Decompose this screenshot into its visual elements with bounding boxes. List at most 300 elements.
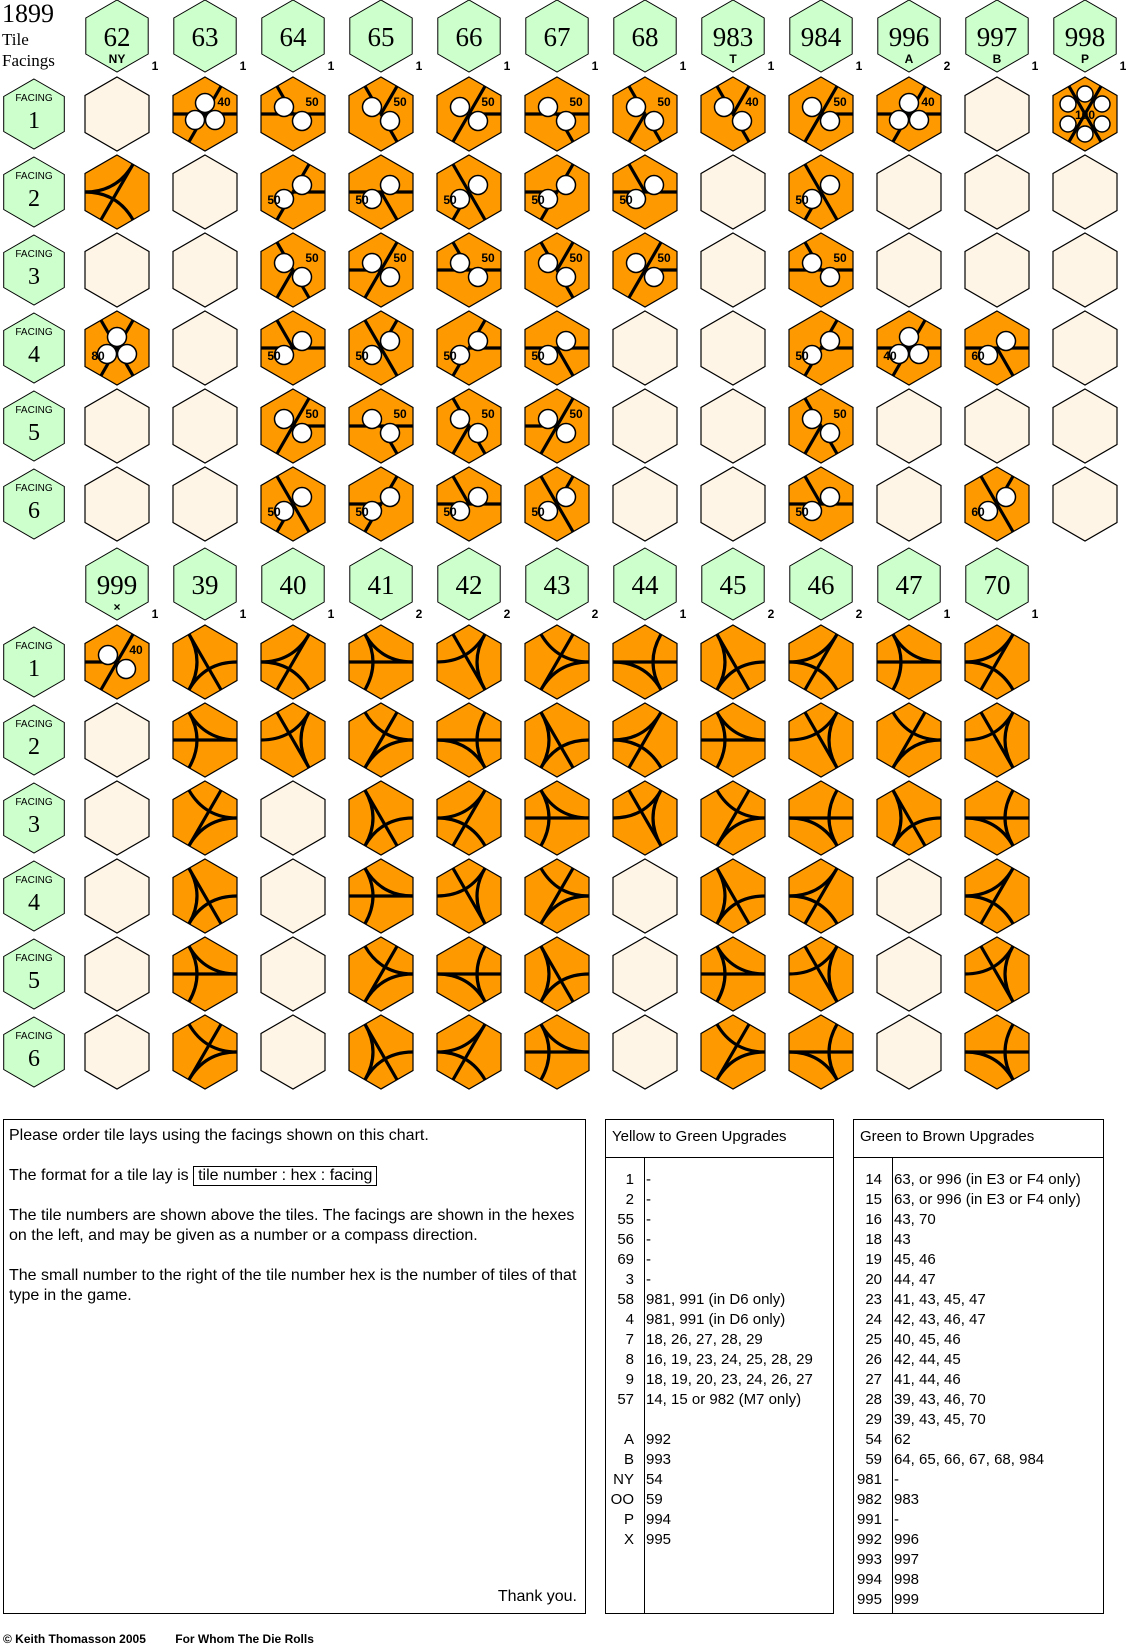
upgrade-to: 64, 65, 66, 67, 68, 984	[894, 1451, 1045, 1468]
tile-62-facing-1	[85, 77, 149, 151]
city-circle	[1077, 126, 1093, 142]
upgrade-from: 2	[625, 1191, 634, 1208]
revenue-value: 50	[355, 505, 369, 519]
revenue-value: 50	[795, 193, 809, 207]
upgrade-row	[854, 1290, 1103, 1310]
city-circle	[293, 112, 312, 131]
tile-996-facing-1[interactable]	[877, 77, 941, 151]
city-circle	[381, 332, 400, 351]
tile-39-facing-5[interactable]	[173, 937, 237, 1011]
tile-41-facing-6[interactable]	[349, 1015, 413, 1089]
tile-999-facing-5	[85, 937, 149, 1011]
tile-997-facing-1	[965, 77, 1029, 151]
upgrade-row	[854, 1330, 1103, 1350]
city-circle	[469, 424, 488, 443]
tile-70-facing-4[interactable]	[965, 859, 1029, 933]
revenue-value: 100	[1074, 108, 1096, 122]
tile-45-facing-2[interactable]	[701, 703, 765, 777]
tile-count: 2	[943, 59, 951, 73]
tile-41-facing-5[interactable]	[349, 937, 413, 1011]
tile-46-facing-1[interactable]	[789, 625, 853, 699]
tile-63-facing-2	[173, 155, 237, 229]
upgrade-from: 982	[856, 1491, 882, 1508]
tile-996-facing-4[interactable]	[877, 311, 941, 385]
tile-984-facing-4[interactable]	[789, 311, 853, 385]
tile-984-facing-1[interactable]	[789, 77, 853, 151]
tile-66-facing-4[interactable]	[437, 311, 501, 385]
green-to-brown-title: Green to Brown Upgrades	[854, 1120, 1103, 1158]
tile-46-facing-2[interactable]	[789, 703, 853, 777]
tile-45-facing-3[interactable]	[701, 781, 765, 855]
tile-number: 47	[895, 570, 923, 600]
upgrade-to: 999	[894, 1591, 920, 1608]
tile-66-facing-5[interactable]	[437, 389, 501, 463]
city-circle	[363, 254, 382, 273]
upgrade-row	[606, 1410, 833, 1430]
tile-70-facing-1[interactable]	[965, 625, 1029, 699]
tile-999-facing-4	[85, 859, 149, 933]
tile-40-facing-5	[261, 937, 325, 1011]
city-circle	[293, 424, 312, 443]
tile-43-facing-6[interactable]	[525, 1015, 589, 1089]
tile-39-facing-1[interactable]	[173, 625, 237, 699]
revenue-value: 50	[657, 251, 671, 265]
city-circle	[469, 488, 488, 507]
upgrade-row	[854, 1250, 1103, 1270]
copyright: © Keith Thomasson 2005	[3, 1632, 146, 1646]
upgrade-row	[854, 1570, 1103, 1590]
city-circle	[539, 410, 558, 429]
tile-count: 1	[415, 59, 423, 73]
upgrade-row	[606, 1510, 833, 1530]
revenue-value: 50	[795, 349, 809, 363]
revenue-value: 50	[355, 193, 369, 207]
facing-label: FACING	[15, 483, 53, 494]
upgrade-row	[854, 1270, 1103, 1290]
city-circle	[645, 268, 664, 287]
tile-46-facing-5[interactable]	[789, 937, 853, 1011]
upgrade-row	[606, 1210, 833, 1230]
upgrade-to: 41, 43, 45, 47	[894, 1291, 986, 1308]
tile-70-facing-3[interactable]	[965, 781, 1029, 855]
tile-63-facing-5	[173, 389, 237, 463]
tile-42-facing-1[interactable]	[437, 625, 501, 699]
city-circle	[117, 660, 136, 679]
tile-47-facing-3[interactable]	[877, 781, 941, 855]
city-circle	[900, 94, 919, 113]
instructions-format-prefix: The format for a tile lay is	[9, 1167, 189, 1184]
city-circle	[890, 111, 909, 130]
upgrade-row	[854, 1390, 1103, 1410]
facing-label: FACING	[15, 405, 53, 416]
tile-count: 1	[679, 59, 687, 73]
upgrade-from: X	[623, 1531, 634, 1548]
tile-40-facing-1[interactable]	[261, 625, 325, 699]
city-circle	[997, 332, 1016, 351]
chart-title-tile: Tile	[2, 30, 29, 49]
tile-43-facing-1[interactable]	[525, 625, 589, 699]
revenue-value: 50	[531, 505, 545, 519]
tile-998-facing-4	[1053, 311, 1117, 385]
tile-number: 40	[279, 570, 307, 600]
tile-number: 997	[976, 22, 1018, 52]
upgrade-from: 9	[625, 1371, 634, 1388]
tile-63-facing-1[interactable]	[173, 77, 237, 151]
tile-count: 1	[327, 607, 335, 621]
tile-42-facing-5[interactable]	[437, 937, 501, 1011]
tile-number: 62	[103, 22, 131, 52]
tile-68-facing-3[interactable]	[613, 233, 677, 307]
tile-47-facing-4	[877, 859, 941, 933]
city-circle	[821, 332, 840, 351]
tile-65-facing-6[interactable]	[349, 467, 413, 541]
tile-63-facing-3	[173, 233, 237, 307]
upgrade-from: A	[623, 1431, 634, 1448]
tile-46-facing-6[interactable]	[789, 1015, 853, 1089]
upgrade-from: 55	[617, 1211, 634, 1228]
tile-41-facing-2[interactable]	[349, 703, 413, 777]
city-circle	[557, 176, 576, 195]
tile-45-facing-6[interactable]	[701, 1015, 765, 1089]
revenue-value: 50	[569, 95, 583, 109]
revenue-value: 50	[569, 251, 583, 265]
tile-65-facing-1[interactable]	[349, 77, 413, 151]
tile-count: 1	[503, 59, 511, 73]
facing-label: FACING	[15, 953, 53, 964]
facing-label: FACING	[15, 1031, 53, 1042]
instructions-tile-numbers: The tile numbers are shown above the tiles. The facings are shown in the hexes on the left, and may be given as a number or a compass direction.	[9, 1207, 575, 1244]
tile-996-facing-5	[877, 389, 941, 463]
facing-number: 6	[28, 498, 40, 524]
revenue-value: 50	[833, 407, 847, 421]
tile-number: 45	[719, 570, 747, 600]
tile-68-facing-4	[613, 311, 677, 385]
city-circle	[381, 176, 400, 195]
tile-42-facing-2[interactable]	[437, 703, 501, 777]
tile-43-facing-5[interactable]	[525, 937, 589, 1011]
facing-label: FACING	[15, 327, 53, 338]
tile-983-facing-1[interactable]	[701, 77, 765, 151]
tile-67-facing-1[interactable]	[525, 77, 589, 151]
tile-43-facing-2[interactable]	[525, 703, 589, 777]
city-circle	[1077, 86, 1093, 102]
city-circle	[1060, 116, 1076, 132]
upgrade-row	[854, 1190, 1103, 1210]
city-circle	[645, 112, 664, 131]
city-circle	[293, 268, 312, 287]
upgrade-to: -	[646, 1271, 651, 1288]
tile-47-facing-2[interactable]	[877, 703, 941, 777]
revenue-value: 50	[481, 407, 495, 421]
upgrade-row	[606, 1190, 833, 1210]
tile-983-facing-3	[701, 233, 765, 307]
tile-70-facing-2[interactable]	[965, 703, 1029, 777]
tile-count: 2	[415, 607, 423, 621]
city-circle	[381, 424, 400, 443]
city-circle	[557, 268, 576, 287]
tile-40-facing-4	[261, 859, 325, 933]
tile-64-facing-4[interactable]	[261, 311, 325, 385]
upgrade-to: 41, 44, 46	[894, 1371, 961, 1388]
upgrade-row	[606, 1430, 833, 1450]
city-circle	[900, 328, 919, 347]
tile-65-facing-3[interactable]	[349, 233, 413, 307]
city-circle	[803, 410, 822, 429]
tile-64-facing-1[interactable]	[261, 77, 325, 151]
revenue-value: 50	[481, 95, 495, 109]
upgrade-to: 39, 43, 45, 70	[894, 1411, 986, 1428]
upgrade-from: NY	[613, 1471, 634, 1488]
tile-45-facing-4[interactable]	[701, 859, 765, 933]
revenue-value: 40	[129, 643, 143, 657]
upgrade-from: 69	[617, 1251, 634, 1268]
tile-64-facing-5[interactable]	[261, 389, 325, 463]
city-circle	[275, 410, 294, 429]
tile-65-facing-4[interactable]	[349, 311, 413, 385]
city-circle	[108, 328, 127, 347]
upgrade-row	[606, 1330, 833, 1350]
upgrade-to: 981, 991 (in D6 only)	[646, 1291, 786, 1308]
site-name: For Whom The Die Rolls	[175, 1632, 314, 1646]
tile-count: 2	[503, 607, 511, 621]
tile-984-facing-3[interactable]	[789, 233, 853, 307]
tile-999-facing-3	[85, 781, 149, 855]
upgrade-row	[854, 1210, 1103, 1230]
city-circle	[821, 112, 840, 131]
tile-47-facing-1[interactable]	[877, 625, 941, 699]
revenue-value: 60	[971, 505, 985, 519]
city-circle	[557, 332, 576, 351]
tile-66-facing-1[interactable]	[437, 77, 501, 151]
tile-45-facing-5[interactable]	[701, 937, 765, 1011]
tile-65-facing-2[interactable]	[349, 155, 413, 229]
tile-46-facing-4[interactable]	[789, 859, 853, 933]
tile-67-facing-2[interactable]	[525, 155, 589, 229]
tile-984-facing-6[interactable]	[789, 467, 853, 541]
tile-count: 2	[767, 607, 775, 621]
revenue-value: 50	[393, 95, 407, 109]
tile-66-facing-6[interactable]	[437, 467, 501, 541]
tile-67-facing-4[interactable]	[525, 311, 589, 385]
tile-number: 63	[191, 22, 219, 52]
tile-65-facing-5[interactable]	[349, 389, 413, 463]
upgrade-to: 59	[646, 1491, 663, 1508]
tile-44-facing-1[interactable]	[613, 625, 677, 699]
tile-40-facing-2[interactable]	[261, 703, 325, 777]
city-circle	[363, 410, 382, 429]
facing-number: 5	[28, 968, 40, 994]
tile-68-facing-2[interactable]	[613, 155, 677, 229]
upgrade-to: -	[646, 1251, 651, 1268]
tile-984-facing-5[interactable]	[789, 389, 853, 463]
city-circle	[1094, 96, 1110, 112]
tile-997-facing-4[interactable]	[965, 311, 1029, 385]
tile-42-facing-4[interactable]	[437, 859, 501, 933]
revenue-value: 50	[443, 349, 457, 363]
tile-count: 1	[767, 59, 775, 73]
tile-41-facing-4[interactable]	[349, 859, 413, 933]
tile-count: 1	[679, 607, 687, 621]
tile-44-facing-2[interactable]	[613, 703, 677, 777]
upgrade-to: 996	[894, 1531, 920, 1548]
city-circle	[557, 112, 576, 131]
upgrade-row	[606, 1530, 833, 1550]
tile-39-facing-4[interactable]	[173, 859, 237, 933]
tile-62-facing-2[interactable]	[85, 155, 149, 229]
tile-997-facing-2	[965, 155, 1029, 229]
upgrade-to: 63, or 996 (in E3 or F4 only)	[894, 1171, 1081, 1188]
upgrade-from: 15	[865, 1191, 882, 1208]
city-circle	[997, 488, 1016, 507]
upgrade-row	[606, 1450, 833, 1470]
tile-67-facing-5[interactable]	[525, 389, 589, 463]
upgrade-from: 995	[856, 1591, 882, 1608]
tile-44-facing-4	[613, 859, 677, 933]
tile-43-facing-3[interactable]	[525, 781, 589, 855]
chart-title-number: 1899	[2, 0, 54, 28]
tile-997-facing-6[interactable]	[965, 467, 1029, 541]
upgrade-from: 19	[865, 1251, 882, 1268]
revenue-value: 80	[91, 349, 105, 363]
tile-39-facing-2[interactable]	[173, 703, 237, 777]
tile-41-facing-3[interactable]	[349, 781, 413, 855]
tile-68-facing-1[interactable]	[613, 77, 677, 151]
upgrade-from: 27	[865, 1371, 882, 1388]
tile-number: 39	[191, 570, 219, 600]
tile-42-facing-6[interactable]	[437, 1015, 501, 1089]
upgrade-from: 7	[625, 1331, 634, 1348]
facing-number: 1	[28, 108, 40, 134]
city-circle	[539, 254, 558, 273]
upgrade-to: 54	[646, 1471, 663, 1488]
tile-39-facing-6[interactable]	[173, 1015, 237, 1089]
tile-64-facing-3[interactable]	[261, 233, 325, 307]
tile-count: 1	[151, 607, 159, 621]
upgrade-from: 3	[625, 1271, 634, 1288]
upgrade-from: 16	[865, 1211, 882, 1228]
upgrade-to: 16, 19, 23, 24, 25, 28, 29	[646, 1351, 813, 1368]
tile-number: 43	[543, 570, 571, 600]
upgrade-row	[854, 1490, 1103, 1510]
tile-67-facing-3[interactable]	[525, 233, 589, 307]
upgrade-row	[854, 1530, 1103, 1550]
tile-996-facing-6	[877, 467, 941, 541]
tile-64-facing-2[interactable]	[261, 155, 325, 229]
city-circle	[539, 98, 558, 117]
upgrade-row	[854, 1370, 1103, 1390]
tile-45-facing-1[interactable]	[701, 625, 765, 699]
tile-999-facing-6	[85, 1015, 149, 1089]
city-circle	[821, 488, 840, 507]
tile-66-facing-2[interactable]	[437, 155, 501, 229]
city-circle	[196, 94, 215, 113]
tile-983-facing-2	[701, 155, 765, 229]
tile-subtype: T	[729, 52, 737, 66]
tile-number: 998	[1064, 22, 1106, 52]
upgrade-row	[854, 1310, 1103, 1330]
upgrade-to: 43	[894, 1231, 911, 1248]
revenue-value: 50	[531, 349, 545, 363]
tile-46-facing-3[interactable]	[789, 781, 853, 855]
upgrade-from: 1	[625, 1171, 634, 1188]
upgrade-from: 24	[865, 1311, 882, 1328]
tile-count: 1	[591, 59, 599, 73]
city-circle	[275, 254, 294, 273]
revenue-value: 50	[305, 95, 319, 109]
revenue-value: 50	[305, 407, 319, 421]
tile-number: 42	[455, 570, 483, 600]
instructions-panel	[3, 1119, 586, 1614]
city-circle	[803, 98, 822, 117]
revenue-value: 50	[355, 349, 369, 363]
upgrade-from: P	[623, 1511, 634, 1528]
upgrade-from: 991	[856, 1511, 882, 1528]
tile-63-facing-4	[173, 311, 237, 385]
tile-count: 2	[855, 607, 863, 621]
tile-39-facing-3[interactable]	[173, 781, 237, 855]
upgrade-to: 62	[894, 1431, 911, 1448]
city-circle	[715, 98, 734, 117]
upgrade-from: 992	[856, 1531, 882, 1548]
upgrade-row	[606, 1290, 833, 1310]
upgrade-to: 995	[646, 1531, 672, 1548]
facing-label: FACING	[15, 249, 53, 260]
tile-count: 1	[943, 607, 951, 621]
tile-999-facing-1[interactable]	[85, 625, 149, 699]
tile-64-facing-6[interactable]	[261, 467, 325, 541]
upgrade-to: 993	[646, 1451, 672, 1468]
upgrade-row	[854, 1550, 1103, 1570]
facing-number: 1	[28, 656, 40, 682]
revenue-value: 50	[443, 505, 457, 519]
tile-43-facing-4[interactable]	[525, 859, 589, 933]
revenue-value: 50	[531, 193, 545, 207]
tile-41-facing-1[interactable]	[349, 625, 413, 699]
facing-label: FACING	[15, 641, 53, 652]
tile-count: 1	[239, 59, 247, 73]
tile-44-facing-3[interactable]	[613, 781, 677, 855]
tile-42-facing-3[interactable]	[437, 781, 501, 855]
upgrade-to: -	[646, 1191, 651, 1208]
upgrade-to: 40, 45, 46	[894, 1331, 961, 1348]
tile-67-facing-6[interactable]	[525, 467, 589, 541]
facing-number: 2	[28, 734, 40, 760]
upgrade-from: 54	[865, 1431, 882, 1448]
facing-number: 2	[28, 186, 40, 212]
upgrade-row	[606, 1270, 833, 1290]
tile-998-facing-1[interactable]	[1053, 77, 1117, 151]
city-circle	[469, 176, 488, 195]
revenue-value: 50	[657, 95, 671, 109]
tile-70-facing-6[interactable]	[965, 1015, 1029, 1089]
tile-66-facing-3[interactable]	[437, 233, 501, 307]
upgrade-row	[606, 1390, 833, 1410]
tile-984-facing-2[interactable]	[789, 155, 853, 229]
upgrade-to: 14, 15 or 982 (M7 only)	[646, 1391, 802, 1408]
facing-number: 3	[28, 264, 40, 290]
tile-70-facing-5[interactable]	[965, 937, 1029, 1011]
upgrade-from: 57	[617, 1391, 634, 1408]
tile-44-facing-6	[613, 1015, 677, 1089]
tile-62-facing-4[interactable]	[85, 311, 149, 385]
upgrade-to: 994	[646, 1511, 672, 1528]
revenue-value: 50	[393, 407, 407, 421]
tile-number: 983	[712, 22, 754, 52]
tile-983-facing-5	[701, 389, 765, 463]
tile-subtype: ×	[113, 600, 121, 614]
upgrade-from: 26	[865, 1351, 882, 1368]
city-circle	[821, 268, 840, 287]
